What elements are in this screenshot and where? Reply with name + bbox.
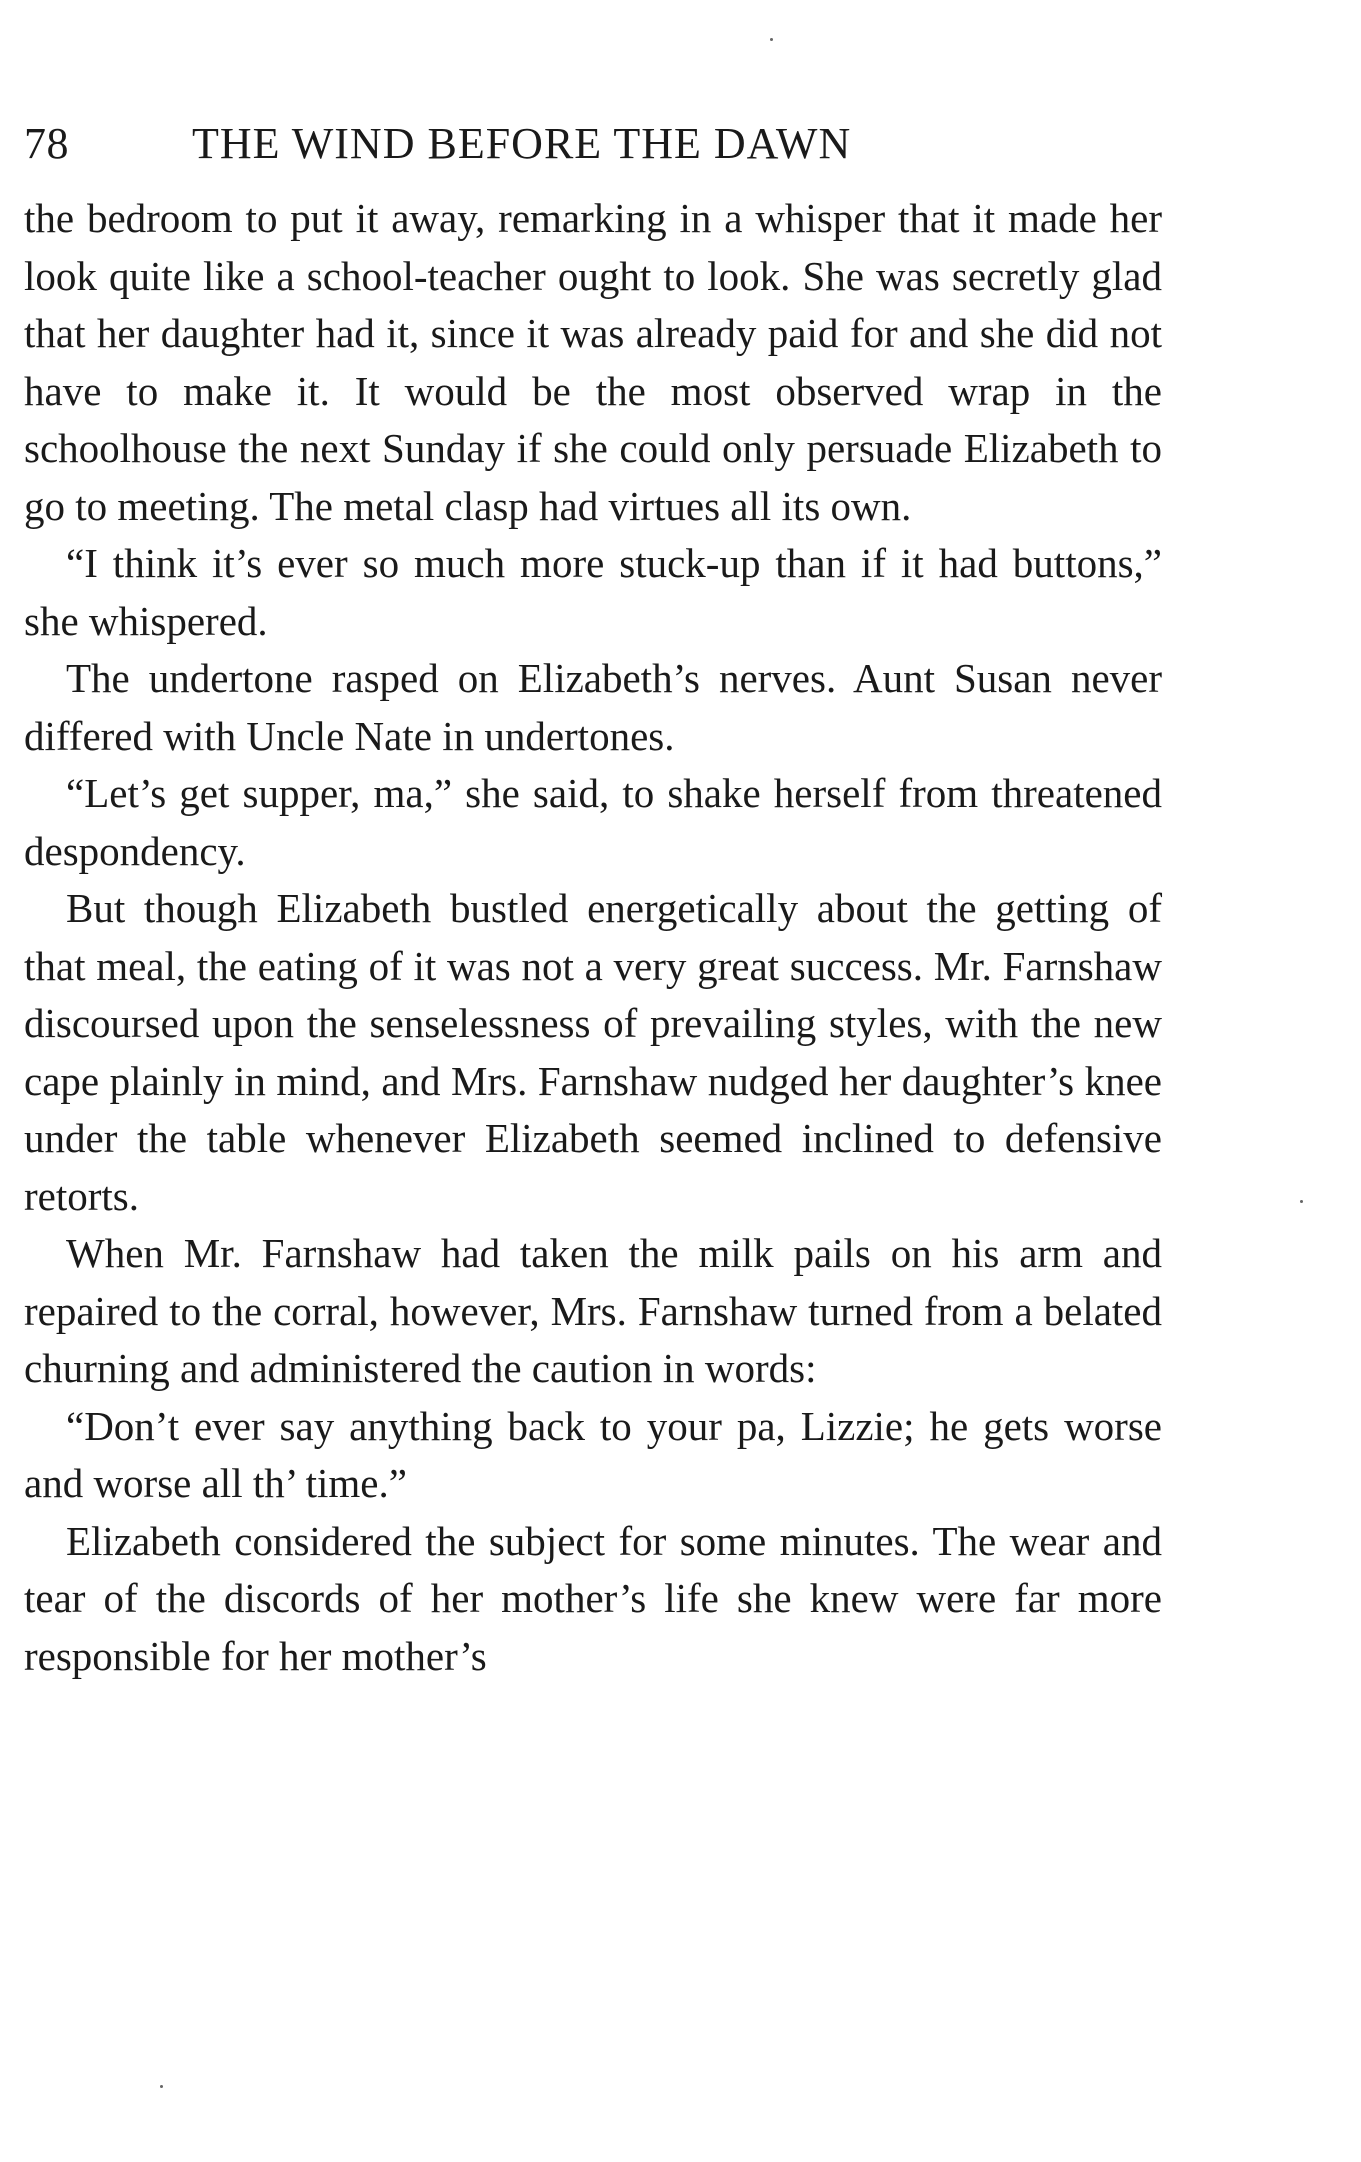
paragraph: “Let’s get supper, ma,” she said, to shake herself from threatened despondency. — [24, 770, 1162, 874]
paragraph: “Don’t ever say anything back to your pa, Lizzie; he gets worse and worse all th’ time.” — [24, 1402, 1162, 1506]
paragraph: Elizabeth considered the subject for some minutes. The wear and tear of the discords of her mother’s life she knew were far more responsible for her mother’s — [24, 1517, 1162, 1679]
paragraph: “I think it’s ever so much more stuck-up than if it had buttons,” she whispered. — [24, 540, 1162, 644]
paragraph-continuation: the bedroom to put it away, remarking in a whisper that it made her look quite like a school-teacher ought to look. She was secretly glad that her daughter had it, since it was already paid for and she did not have to make it. It would be the most observed wrap in the schoolhouse the next Sunday if she could only persuade Elizabeth to go to meeting. The metal clasp had virtues all its own. — [24, 195, 1162, 529]
book-page — [24, 118, 1162, 1685]
paper-speck — [1300, 1200, 1303, 1203]
running-head — [24, 118, 1162, 184]
paper-speck — [160, 2085, 163, 2088]
paragraph: But though Elizabeth bustled energetically about the getting of that meal, the eating of it was not a very great success. Mr. Farnshaw discoursed upon the senselessness of prevailing styles, with the new cape plainly in mind, and Mrs. Farnshaw nudged her daughter’s knee under the table whenever Elizabeth seemed inclined to defensive retorts. — [24, 885, 1162, 1219]
paper-speck — [770, 38, 773, 41]
page-number: 78 — [24, 119, 69, 168]
paragraph: When Mr. Farnshaw had taken the milk pails on his arm and repaired to the corral, however, Mrs. Farnshaw turned from a belated churning and administered the caution in words: — [24, 1230, 1162, 1391]
running-title: THE WIND BEFORE THE DAWN — [192, 119, 852, 168]
paragraph: The undertone rasped on Elizabeth’s nerves. Aunt Susan never differed with Uncle Nate in undertones. — [24, 655, 1162, 759]
body-text — [24, 190, 1162, 1685]
